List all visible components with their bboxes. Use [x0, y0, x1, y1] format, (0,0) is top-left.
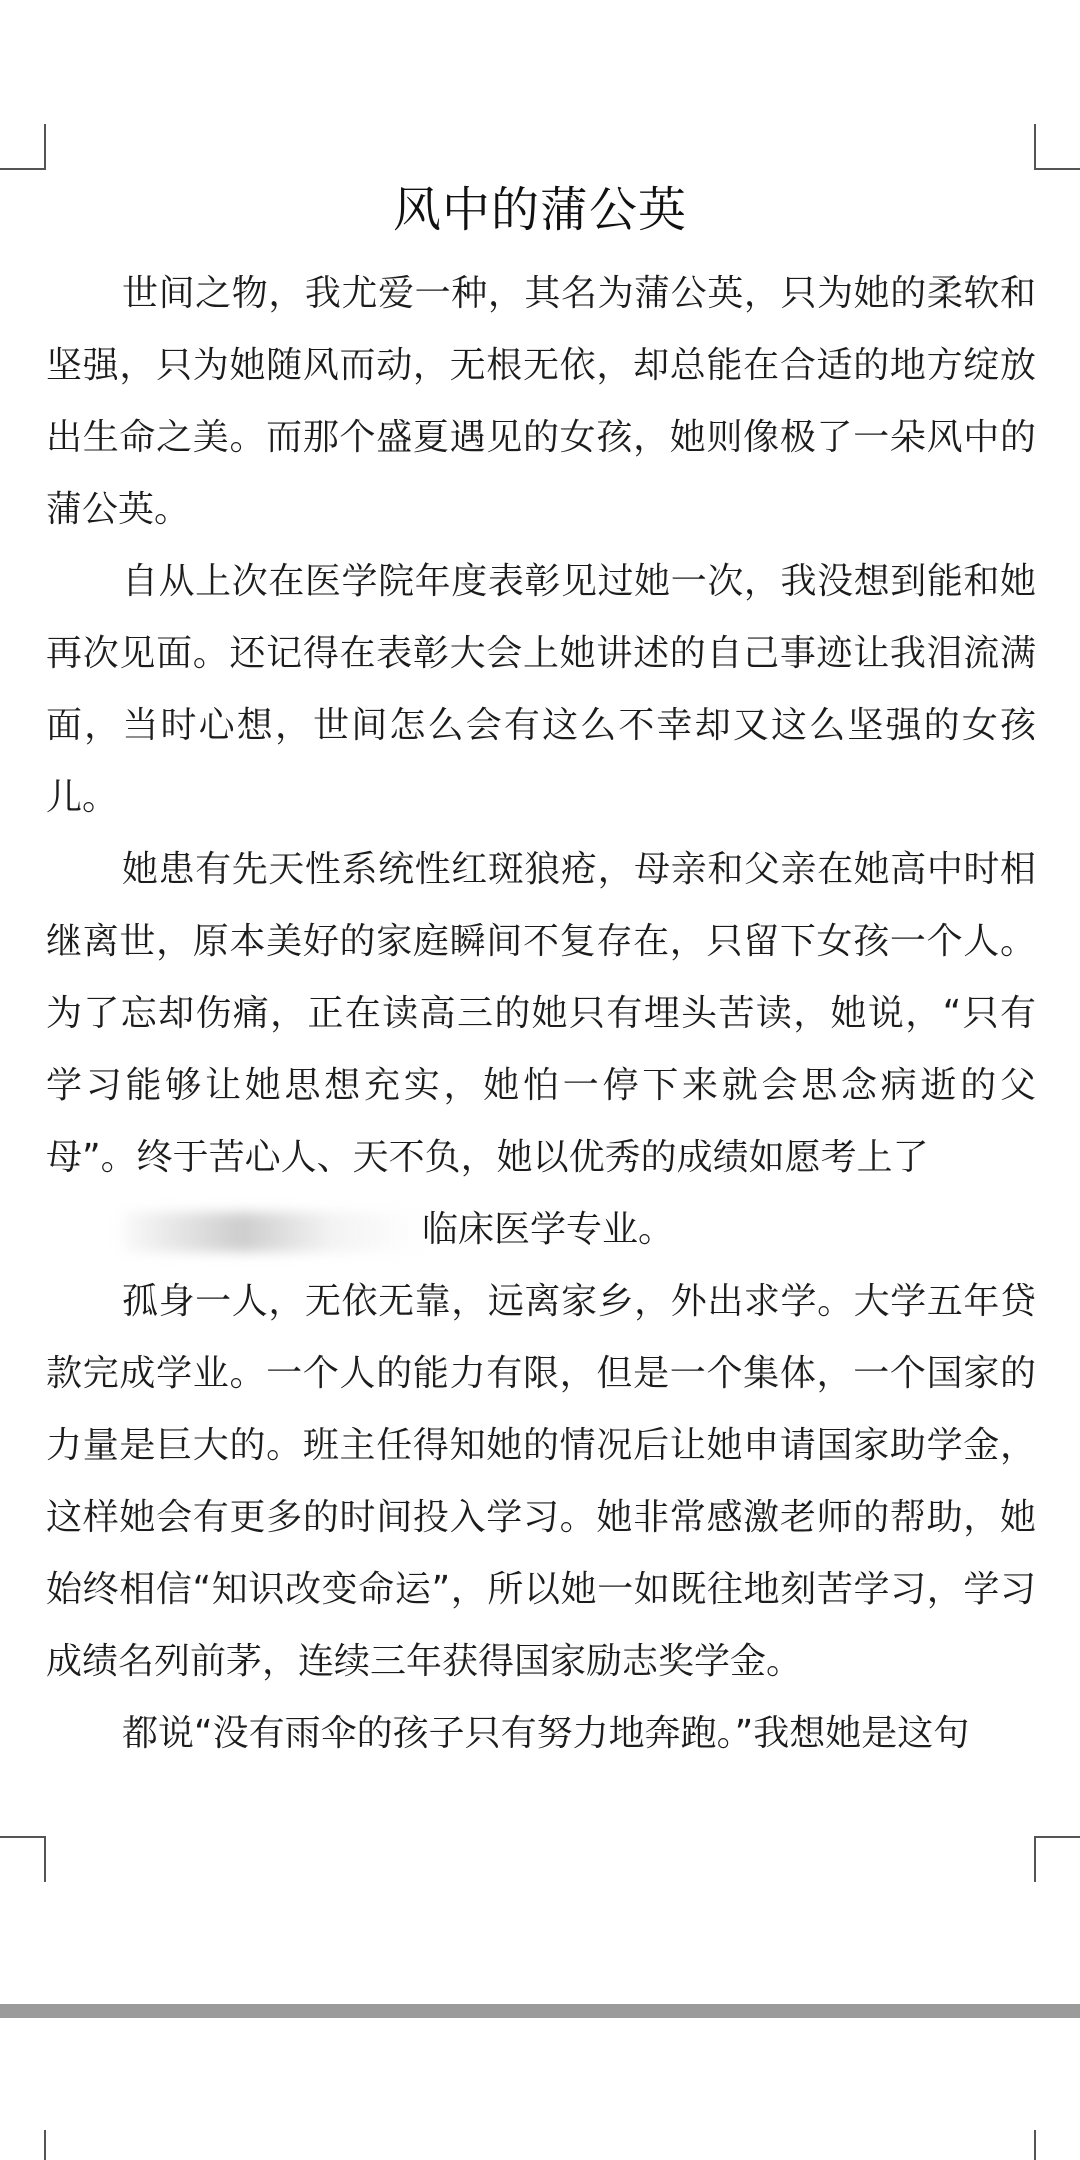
document-body [46, 258, 1036, 1770]
crop-mark-bottom-left-h [0, 1836, 46, 1838]
paragraph: 孤身一人，无依无靠，远离家乡，外出求学。大学五年贷款完成学业。一个人的能力有限，但是一个集体，一个国家的力量是巨大的。班主任得知她的情况后让她申请国家助学金，这样她会有更多的时间投入学习。她非常感激老师的帮助，她始终相信“知识改变命运”，所以她一如既往地刻苦学习，学习成绩名列前茅，连续三年获得国家励志奖学金。 [46, 1281, 1036, 1682]
crop-mark-top-left-h [0, 168, 46, 170]
next-page [0, 2018, 1080, 2160]
crop-mark-bottom-left-v [44, 1836, 46, 1882]
redaction-blur [122, 1212, 422, 1252]
crop-mark-top-right-h [1034, 168, 1080, 170]
crop-mark-top-right-v [1034, 124, 1036, 170]
crop-mark-top-left-v [44, 124, 46, 170]
crop-mark-next-right [1034, 2130, 1036, 2160]
redacted-line [46, 1194, 1036, 1266]
crop-mark-next-left [44, 2130, 46, 2160]
redacted-line-tail: 临床医学专业。 [422, 1209, 675, 1250]
paragraph: 自从上次在医学院年度表彰见过她一次，我没想到能和她再次见面。还记得在表彰大会上她讲述的自己事迹让我泪流满面，当时心想，世间怎么会有这么不幸却又这么坚强的女孩儿。 [46, 561, 1036, 818]
paragraph: 都说“没有雨伞的孩子只有努力地奔跑。”我想她是这句 [122, 1713, 970, 1754]
crop-mark-bottom-right-v [1034, 1836, 1036, 1882]
paragraph: 世间之物，我尤爱一种，其名为蒲公英，只为她的柔软和坚强，只为她随风而动，无根无依，却总能在合适的地方绽放出生命之美。而那个盛夏遇见的女孩，她则像极了一朵风中的蒲公英。 [46, 273, 1036, 530]
paragraph: 她患有先天性系统性红斑狼疮，母亲和父亲在她高中时相继离世，原本美好的家庭瞬间不复存在，只留下女孩一个人。为了忘却伤痛，正在读高三的她只有埋头苦读，她说，“只有学习能够让她思想充实，她怕一停下来就会思念病逝的父母”。终于苦心人、天不负，她以优秀的成绩如愿考上了 [46, 849, 1036, 1178]
crop-mark-bottom-right-h [1034, 1836, 1080, 1838]
page-divider [0, 2004, 1080, 2018]
document-title: 风中的蒲公英 [392, 182, 687, 238]
